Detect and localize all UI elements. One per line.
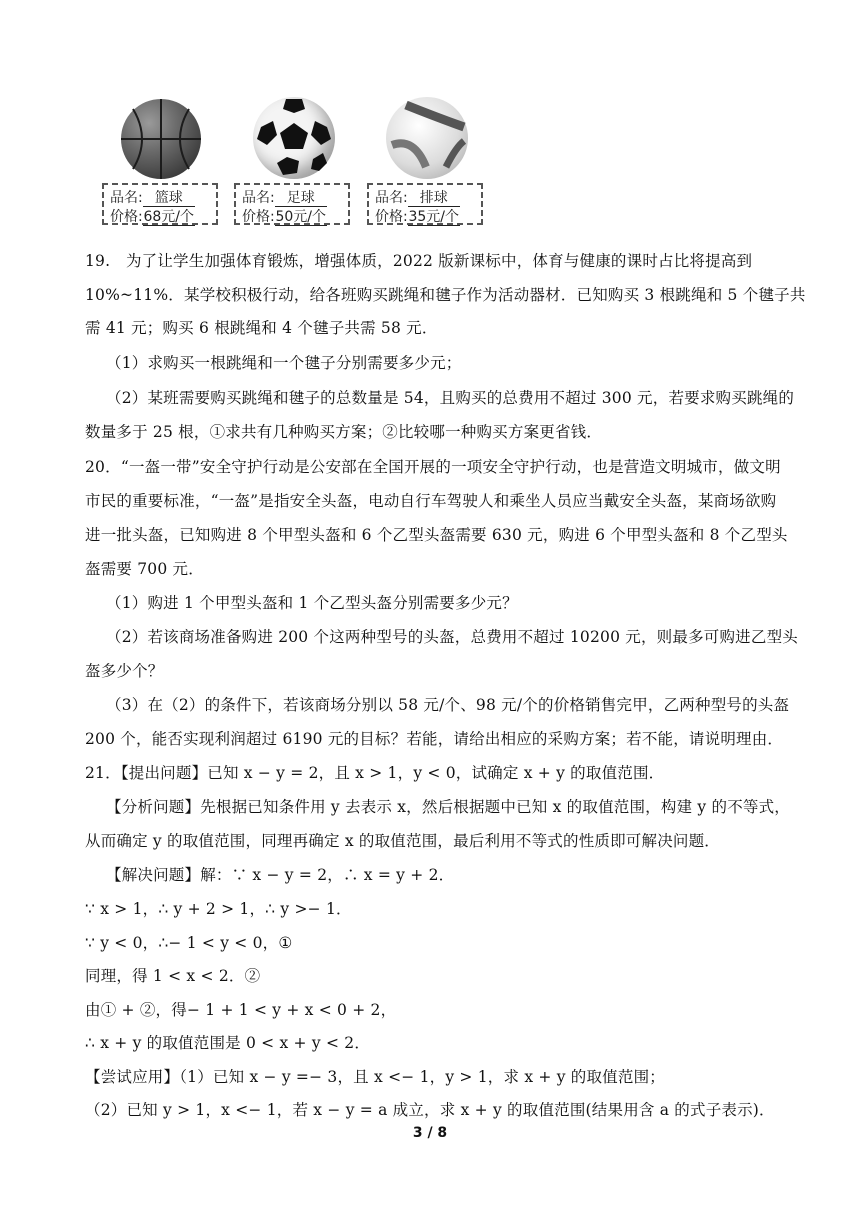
q20-line-4: 盔需要 700 元．: [85, 560, 204, 578]
q19-line-3: 需 41 元；购买 6 根跳绳和 4 个毽子共需 58 元．: [85, 319, 438, 337]
product-card-volleyball: [367, 183, 483, 225]
q19-part-2-line-2: 数量多于 25 根，①求共有几种购买方案；②比较哪一种购买方案更省钱．: [85, 423, 603, 441]
q21-analysis-line-1: 【分析问题】先根据已知条件用 y 去表示 x，然后根据题中已知 x 的取值范围，构建 y 的不等式，: [106, 798, 790, 816]
q20-part-3-line-2: 200 个，能否实现利润超过 6190 元的目标？若能，请给出相应的采购方案；若不能，请说明理由．: [85, 730, 784, 748]
product-price: 50元/个: [275, 209, 326, 225]
product-price: 35元/个: [408, 209, 459, 225]
q20-line-1: 20．“一盔一带”安全守护行动是公安部在全国开展的一项安全守护行动，也是营造文明城市，做文明: [85, 458, 781, 476]
q21-solution-line-3: ∵ y < 0，∴− 1 < y < 0，①: [85, 934, 293, 952]
q20-line-2: 市民的重要标准，“一盔”是指安全头盔，电动自行车驾驶人和乘坐人员应当戴安全头盔，某商场欲购: [85, 492, 777, 510]
q20-part-1: （1）购进 1 个甲型头盔和 1 个乙型头盔分别需要多少元？: [106, 594, 518, 612]
q20-part-2-line-1: （2）若该商场准备购进 200 个这两种型号的头盔，总费用不超过 10200 元，则最多可购进乙型头: [106, 628, 798, 646]
q19-part-1: （1）求购买一根跳绳和一个毽子分别需要多少元；: [106, 354, 462, 372]
q21-apply-part-1: 【尝试应用】（1）已知 x − y =− 3，且 x <− 1，y > 1，求 x + y 的取值范围；: [85, 1068, 665, 1086]
product-card-soccer: [234, 183, 350, 225]
q19-line-2: 10%~11%．某学校积极行动，给各班购买跳绳和毽子作为活动器材．已知购买 3 根跳绳和 5 个毽子共: [85, 286, 806, 304]
q20-line-3: 进一批头盔，已知购进 8 个甲型头盔和 6 个乙型头盔需要 630 元，购进 6 个甲型头盔和 8 个乙型头: [85, 526, 788, 544]
name-label: 品名:: [375, 190, 408, 206]
price-label: 价格:: [375, 209, 408, 225]
price-label: 价格:: [110, 209, 143, 225]
q21-solution-line-6: ∴ x + y 的取值范围是 0 < x + y < 2．: [85, 1034, 371, 1052]
q21-solution-line-4: 同理，得 1 < x < 2．②: [85, 967, 261, 985]
product-name: 篮球: [143, 190, 195, 207]
q21-solution-line-2: ∵ x > 1，∴ y + 2 > 1，∴ y >− 1．: [85, 900, 352, 918]
page-number: 3 / 8: [412, 1125, 448, 1141]
q21-line-1: 21．【提出问题】已知 x − y = 2，且 x > 1，y < 0，试确定 x + y 的取值范围．: [85, 764, 665, 782]
basketball-image: [121, 99, 201, 179]
product-name: 排球: [408, 190, 460, 207]
product-card-basketball: [102, 183, 218, 225]
volleyball-image: [386, 97, 468, 179]
name-label: 品名:: [110, 190, 143, 206]
q20-part-2-line-2: 盔多少个？: [85, 662, 164, 680]
product-name: 足球: [275, 190, 327, 207]
product-price: 68元/个: [143, 209, 194, 225]
q19-line-1: 19. 为了让学生加强体育锻炼，增强体质，2022 版新课标中，体育与健康的课时占比将提高到: [85, 252, 753, 270]
name-label: 品名:: [242, 190, 275, 206]
q21-analysis-line-2: 从而确定 y 的取值范围，同理再确定 x 的取值范围，最后利用不等式的性质即可解决问题．: [85, 832, 721, 850]
q21-apply-part-2: （2）已知 y > 1，x <− 1，若 x − y = a 成立，求 x + y 的取值范围(结果用含 a 的式子表示)．: [85, 1101, 775, 1119]
q21-solution-line-5: 由① + ②，得− 1 + 1 < y + x < 0 + 2，: [85, 1001, 397, 1019]
q19-part-2-line-1: （2）某班需要购买跳绳和毽子的总数量是 54，且购买的总费用不超过 300 元，若要求购买跳绳的: [106, 389, 795, 407]
q20-part-3-line-1: （3）在（2）的条件下，若该商场分别以 58 元/个、98 元/个的价格销售完甲，乙两种型号的头盔: [106, 696, 790, 714]
soccer-ball-image: [253, 97, 335, 179]
price-label: 价格:: [242, 209, 275, 225]
q21-solution-line-1: 【解决问题】解：∵ x − y = 2，∴ x = y + 2．: [106, 866, 455, 884]
